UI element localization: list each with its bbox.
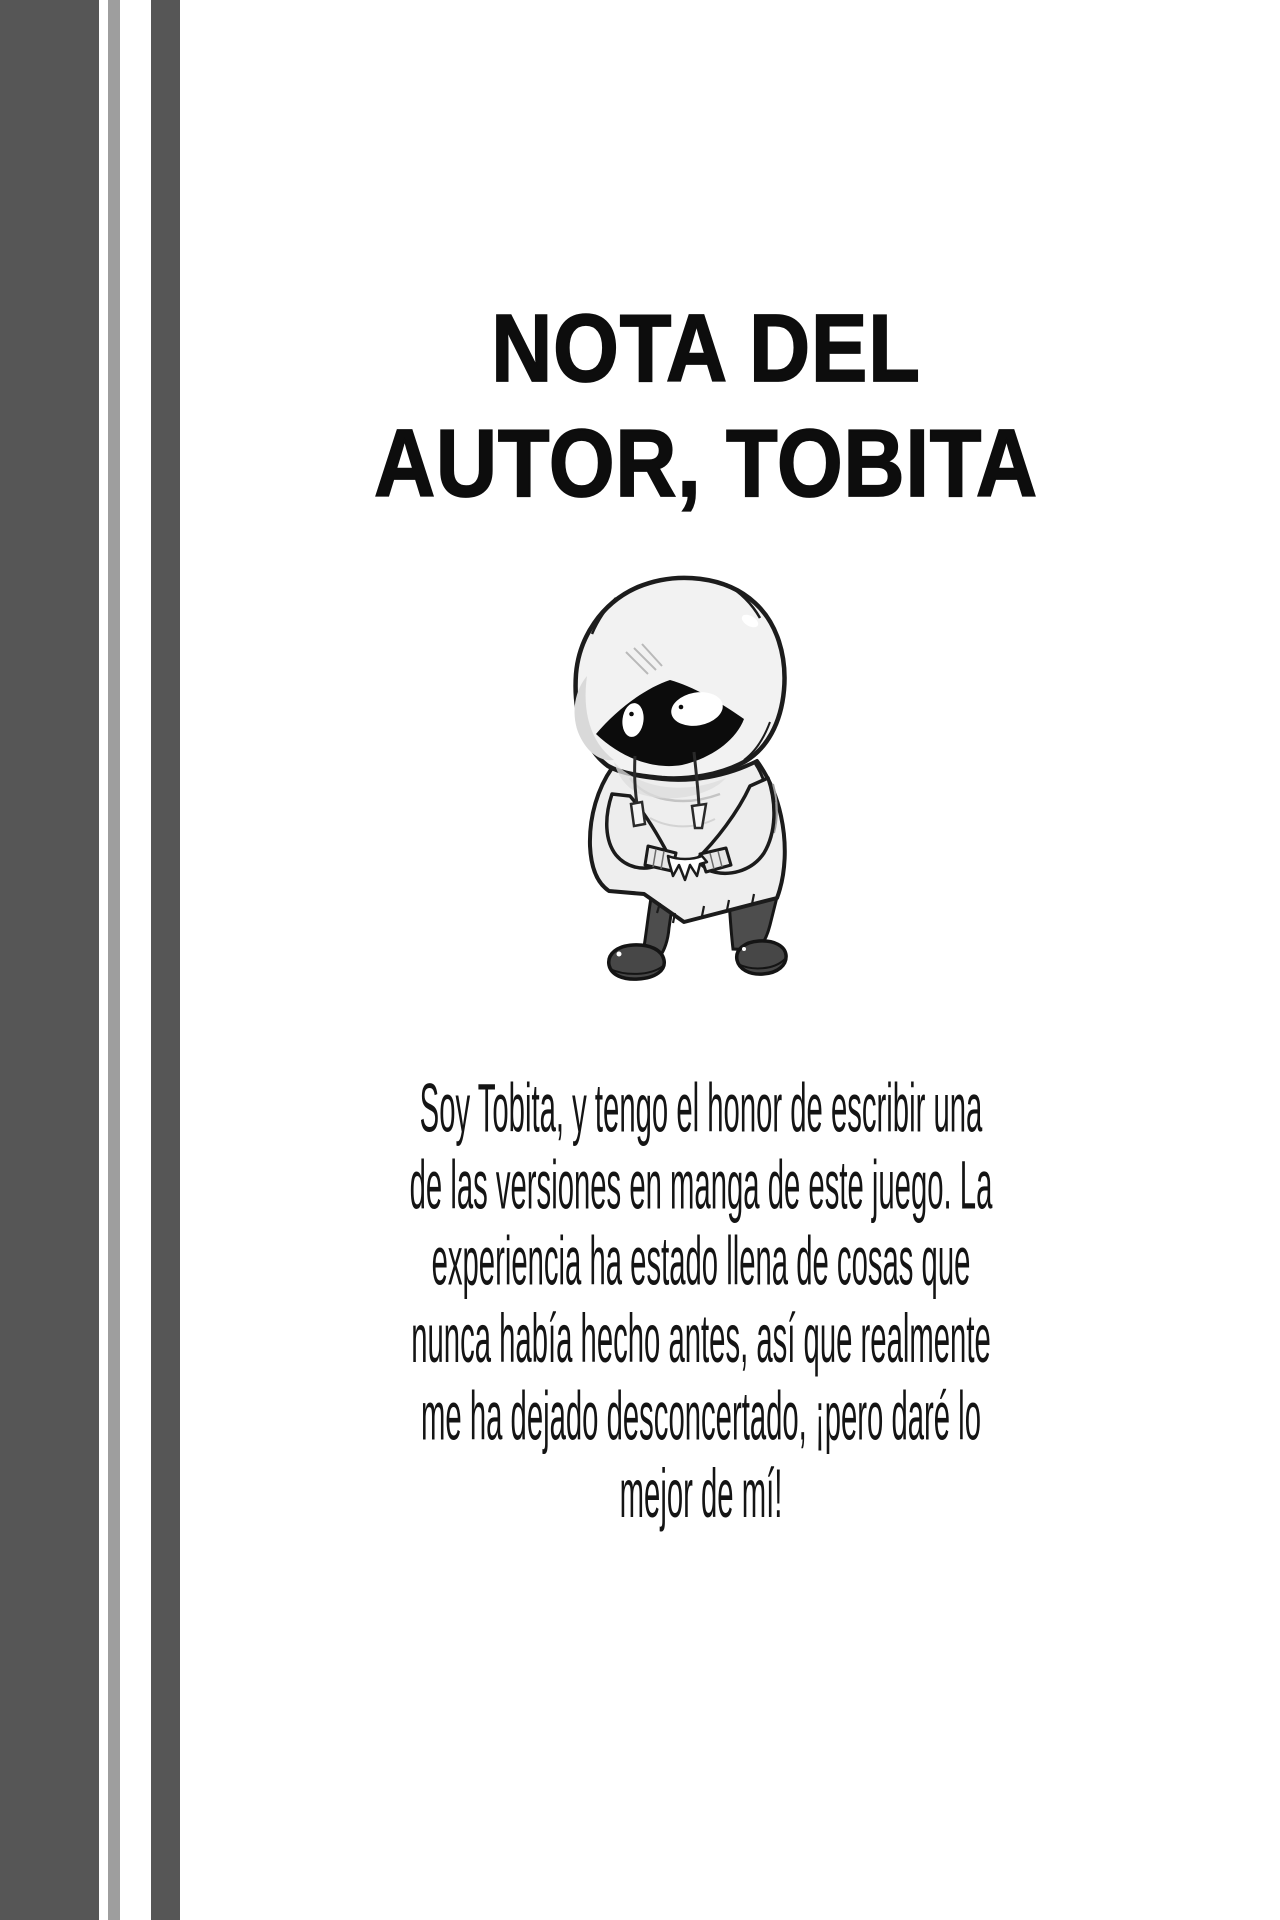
left-shoe-highlight — [617, 952, 622, 957]
right-shoe-highlight — [742, 947, 746, 951]
left-border-stripe-thin — [108, 0, 120, 1920]
author-note-line: mejor de mí! — [619, 1453, 783, 1531]
page-title-line-2: AUTOR, TOBITA — [374, 410, 1038, 517]
author-note-paragraph — [393, 1070, 1010, 1532]
author-note-line: experiencia ha estado llena de cosas que — [431, 1222, 971, 1300]
left-drawstring-aglet — [631, 802, 645, 826]
left-border-stripe-outer — [0, 0, 99, 1920]
author-note-line: de las versiones en manga de este juego. La — [409, 1145, 993, 1223]
page-title — [310, 291, 1102, 521]
author-note-line: Soy Tobita, y tengo el honor de escribir una — [419, 1068, 983, 1146]
character-illustration — [530, 556, 860, 996]
hooded-chibi-character-drawing — [530, 556, 860, 996]
author-note-line: nunca había hecho antes, así que realmente — [411, 1299, 991, 1377]
left-pupil — [629, 712, 634, 717]
page-title-line-1: NOTA DEL — [491, 295, 921, 402]
left-border-stripe-inner — [151, 0, 180, 1920]
right-pupil — [679, 705, 684, 710]
author-note-line: me ha dejado desconcertado, ¡pero daré lo — [421, 1376, 981, 1454]
